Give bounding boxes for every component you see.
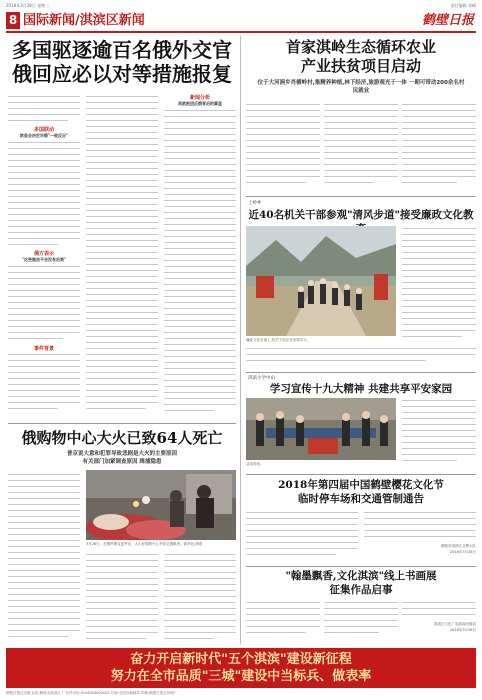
fire-subhead-2: 有关部门加紧调查原因 缉捕隐患: [82, 459, 162, 465]
headline-diplomats-1: 多国驱逐逾百名俄外交官: [12, 38, 232, 62]
fire-article: [8, 428, 236, 466]
subhead-background: 事件背景: [33, 346, 54, 352]
left-col-2: [86, 90, 158, 420]
headline-fire: 俄购物中心大火已致64人死亡: [21, 429, 223, 447]
study-image: [246, 398, 396, 460]
headline-agri-1: 首家淇岭生态循环农业: [285, 38, 436, 56]
exhibition-signature: 淇滨区文化广电新闻出版局: [434, 622, 476, 626]
exhibition-body: [246, 600, 476, 644]
fire-col-1: [8, 470, 80, 646]
headline-cherry-2: 临时停车场和交通管制通告: [298, 493, 424, 505]
walkway-body-2: [246, 346, 476, 370]
sidebar-title: 新闻分析: [189, 95, 210, 101]
headline-walkway: 近40名机关干部参观"清风步道"接受廉政文化教: [248, 209, 474, 221]
fire-body: [8, 470, 236, 646]
section-title: 国际新闻/淇滨区新闻: [23, 13, 145, 28]
agri-body: [246, 102, 476, 192]
subhead-russia-says-2: "这些做法不会没有后果": [21, 257, 67, 262]
agri-article: [246, 38, 476, 95]
exhibition-date: 2018年3月26日: [449, 628, 476, 632]
headline-diplomats-2: 俄回应必以对等措施报复: [12, 62, 232, 86]
fire-subhead-1: 普京说大意和犯罪导致悲剧是大火的主要原因: [66, 451, 177, 457]
walkway-photo: [246, 226, 396, 336]
date-line: 2018年3月28日 星期三: [6, 3, 50, 8]
agri-subhead: 位于大河涧乡肖横岭村,集精养种植,林下经济,旅游观光于一体 一期可带动200余名村民就业: [257, 80, 465, 94]
right-separator-4: [246, 566, 476, 567]
slogan-line-1: 奋力开启新时代"五个淇滨"建设新征程: [130, 652, 352, 667]
page-footer: 鹤壁日报社出版 社址:鹤壁市淇滨区 广告许可证:4106004000002 订阅:全国各地邮局 印刷:鹤壁日报社印刷厂: [6, 691, 178, 695]
walkway-image: [246, 226, 396, 336]
slogan-banner: [6, 648, 476, 688]
left-separator: [8, 423, 236, 424]
column-divider: [240, 36, 241, 644]
traffic-notice-signature: 鹤壁市淇滨区交警大队: [441, 544, 476, 548]
sidebar-subtitle: 英欧抱团反俄背后的算盘: [178, 101, 222, 106]
subhead-multinational: 多国联动: [33, 127, 54, 133]
study-photo-caption: 活动现场。: [246, 462, 264, 466]
header-rule: [6, 31, 476, 33]
headline-cherry-1: 2018年第四届中国鹤壁樱花文化节: [278, 479, 444, 491]
left-body: [8, 90, 236, 420]
walkway-photo-caption: 廉政文化步道上,机关干部正在参观学习。: [246, 338, 311, 342]
headline-study: 学习宣传十九大精神 共建共享平安家园: [269, 383, 453, 395]
left-article: [8, 38, 236, 86]
page-number: 8: [6, 12, 20, 29]
fire-col-3: [164, 550, 236, 646]
subhead-multinational-2: 欧美会决定对俄"一致反应": [19, 133, 69, 138]
slogan-line-2: 努力在全市品质"三城"建设中当标兵、做表率: [110, 669, 372, 684]
traffic-notice-date: 2018年3月26日: [449, 550, 476, 554]
tag-shangling: 上岭乡: [248, 201, 262, 206]
study-body: [402, 398, 476, 470]
left-col-1: [8, 90, 80, 420]
headline-agri-2: 产业扶贫项目启动: [300, 57, 421, 75]
study-article: [246, 382, 476, 396]
newspaper-logo: 鹤壁日报: [421, 13, 474, 28]
traffic-notice: [246, 478, 476, 506]
traffic-notice-body: [246, 510, 476, 564]
fire-col-2: [86, 550, 158, 646]
right-separator-3: [246, 474, 476, 475]
fire-memorial-photo: [86, 470, 236, 540]
headline-exhibition-1: "翰墨飘香,文化淇滨"线上书画展: [285, 570, 437, 582]
subhead-russia-says: 俄方表示: [33, 251, 54, 257]
right-separator-1: [246, 196, 476, 197]
masthead-meta: [6, 2, 476, 10]
right-separator-2: [246, 372, 476, 373]
memorial-image: [86, 470, 236, 540]
left-col-3: [164, 90, 236, 420]
tag-zhongshan: 淇滨小学中山: [248, 376, 275, 381]
exhibition-notice: [246, 569, 476, 597]
study-photo: [246, 398, 396, 460]
walkway-body: [402, 226, 476, 346]
fire-photo-caption: 3月26日，在俄罗斯克麦罗沃，人们在购物中心外悼念遇难者。新华社/美联: [86, 542, 203, 546]
editor-line: 责任编辑 刘峰: [450, 3, 476, 8]
headline-exhibition-2: 征集作品启事: [329, 584, 393, 596]
